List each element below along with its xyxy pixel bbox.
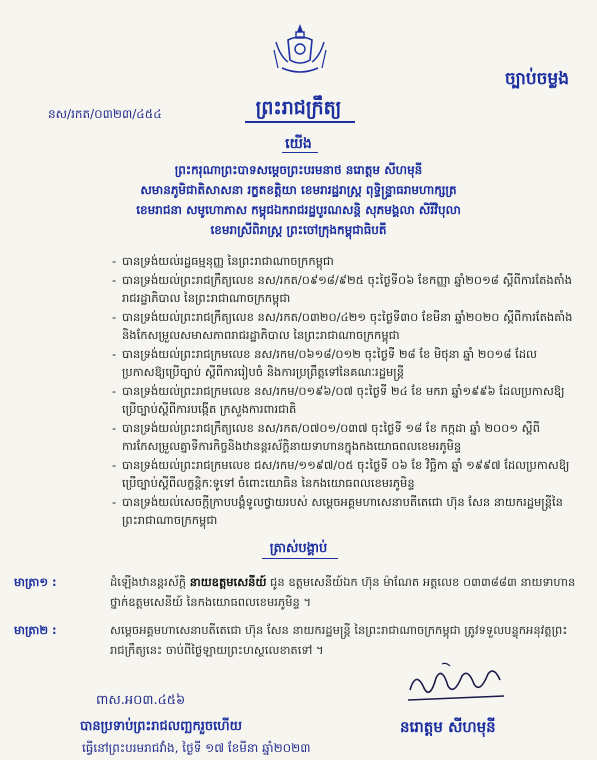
reference-item: - បានទ្រង់យល់រដ្ឋធម្មនុញ្ញ នៃព្រះរាជាណាចក្រកម្ពុជា bbox=[112, 252, 575, 271]
article-text: សម្តេចអគ្គមហាសេនាបតីតេជោ ហ៊ុន សែន នាយករដ្ឋមន្ត្រី នៃព្រះរាជាណាចក្រកម្ពុជា ត្រូវទទួលបន្ទុកអនុវត្តព្រះរាជក្រឹត្យនេះ ចាប់ពីថ្ងៃឡាយព្រះហស្ថលេខាតទៅ ។ bbox=[110, 623, 568, 657]
place-date: ធ្វើនៅព្រះបរមរាជវាំង, ថ្ងៃទី ១៧ ខែមីនា ឆ្នាំ២០២៣ bbox=[82, 741, 311, 755]
royal-emblem-icon bbox=[270, 22, 330, 78]
we-underline bbox=[282, 152, 318, 153]
article-text: ដំឡើងឋានន្តរស័ក្តិ bbox=[110, 575, 190, 589]
article-2 bbox=[14, 620, 577, 660]
signer-name: នរោត្តម សីហមុនី bbox=[400, 718, 496, 736]
decree-heading-underline bbox=[262, 558, 338, 559]
article-1 bbox=[14, 572, 577, 612]
royal-signature-icon bbox=[402, 660, 512, 708]
we-heading: យើង bbox=[285, 136, 312, 152]
article-label: មាត្រា២ : bbox=[14, 623, 57, 637]
reference-item: - បានទ្រង់យល់សេចក្តីក្រាបបង្គំទូលថ្វាយរបស់ សម្តេចអគ្គមហាសេនាបតីតេជោ ហ៊ុន សែន នាយករដ្ឋមន្ត្រីនៃព្រះរាជាណាចក្រកម្ពុជា bbox=[112, 493, 575, 530]
certified-copy-note: បានប្រទាប់ព្រះរាជលញ្ឆករួចហើយ bbox=[80, 719, 242, 734]
article-body bbox=[110, 572, 577, 612]
reference-item: - បានទ្រង់យល់ព្រះរាជក្រមលេខ នស/រកម/០៦១៨/០១២ ចុះថ្ងៃទី ២៨ ខែ មិថុនា ឆ្នាំ ២០១៨ ដែលប្រកាសឱ្យប្រើច្បាប់ ស្តីពីការរៀបចំ និងការប្រព្រឹត្តទៅនៃគណៈរដ្ឋមន្ត្រី bbox=[112, 345, 575, 382]
article-body bbox=[110, 620, 577, 660]
title-underline bbox=[245, 121, 355, 123]
decree-heading: ត្រាស់បង្គាប់ bbox=[269, 541, 328, 556]
reference-item: - បានទ្រង់យល់ព្រះរាជក្រឹត្យលេខ នស/រកត/០៩១៨/៩២៥ ចុះថ្ងៃទី០៦ ខែកញ្ញា ឆ្នាំ២០១៨ ស្តីពីការតែងតាំងរាជរដ្ឋាភិបាល នៃព្រះរាជាណាចក្រកម្ពុជា bbox=[112, 271, 575, 308]
reference-item: - បានទ្រង់យល់ព្រះរាជក្រមលេខ ជស/រកម/១១៩៧/០៥ ចុះថ្ងៃទី ០៦ ខែ វិច្ឆិកា ឆ្នាំ ១៩៩៧ ដែលប្រកាសឱ្យប្រើច្បាប់ស្តីពីលក្ខន្តិកៈទូទៅ ចំពោះយោធិន នៃកងយោធពលខេមរភូមិន្ទ bbox=[112, 456, 575, 493]
royal-title-block bbox=[30, 160, 567, 240]
registry-code: ពាស.អ០៣.៤៥៦ bbox=[96, 693, 186, 708]
royal-title-line: ខេមរាជនា សមូហោភាស កម្ពុជឯករាជរដ្ឋបូរណសន្តិ សុភមង្គលា សិរីវិបុលា bbox=[136, 203, 461, 217]
royal-title-line: ព្រះករុណាព្រះបាទសម្តេចព្រះបរមនាថ នរោត្តម សីហមុនី bbox=[174, 163, 423, 177]
decree-number: នស/រកត/០៣២៣/៤៥៤ bbox=[48, 107, 162, 121]
references-list bbox=[112, 252, 575, 530]
document-title: ព្រះរាជក្រឹត្យ bbox=[255, 97, 342, 119]
reference-item: - បានទ្រង់យល់ព្រះរាជក្រឹត្យលេខ នស/រកត/០៣២០/៤២១ ចុះថ្ងៃទី៣០ ខែមីនា ឆ្នាំ២០២០ ស្តីពីការតែងតាំងនិងកែសម្រួលសមាសភាពរាជរដ្ឋាភិបាល នៃព្រះរាជាណាចក្រកម្ពុជា bbox=[112, 308, 575, 345]
reference-item: - បានទ្រង់យល់ព្រះរាជក្រឹត្យលេខ នស/រកត/០៧០១/០៣៧ ចុះថ្ងៃទី ១៨ ខែ កក្កដា ឆ្នាំ ២០០១ ស្តីពីការកែសម្រួលគ្នាទីការកិច្ចនិងឋានន្តរស័ក្តិនាយទាហានក្នុងកងយោធពលខេមរភូមិន្ទ bbox=[112, 419, 575, 456]
royal-title-line: ខេមរាស្រីពិរាស្ត្រ ព្រះចៅក្រុងកម្ពុជាធិបតី bbox=[210, 223, 387, 237]
article-text: ជូន ឧត្តមសេនីយ៍ឯក ហ៊ុន ម៉ាណែត អត្តលេខ ០៣៣៨៨៣ នាយទាហាន ថ្នាក់ឧត្តមសេនីយ៍ នៃកងយោធពលខេមរភូមិន្ទ ។ bbox=[110, 575, 576, 609]
article-label: មាត្រា១ : bbox=[14, 575, 57, 589]
royal-title-line: សមានភូមិជាតិសាសនា រក្ខតខត្តិយា ខេមរារដ្ឋរាស្ត្រ ពុទ្ធិន្ទ្រាធរាមហាក្សត្រ bbox=[140, 183, 457, 197]
article-rank: នាយឧត្តមសេនីយ៍ bbox=[189, 575, 267, 589]
copy-stamp: ច្បាប់ចម្លង bbox=[504, 69, 569, 89]
reference-item: - បានទ្រង់យល់ព្រះរាជក្រមលេខ នស/រកម/០១៩៦/០៧ ចុះថ្ងៃទី ២៤ ខែ មករា ឆ្នាំ១៩៩៦ ដែលប្រកាសឱ្យប្រើច្បាប់ស្តីពីការបង្កើត ក្រសួងការពារជាតិ bbox=[112, 382, 575, 419]
